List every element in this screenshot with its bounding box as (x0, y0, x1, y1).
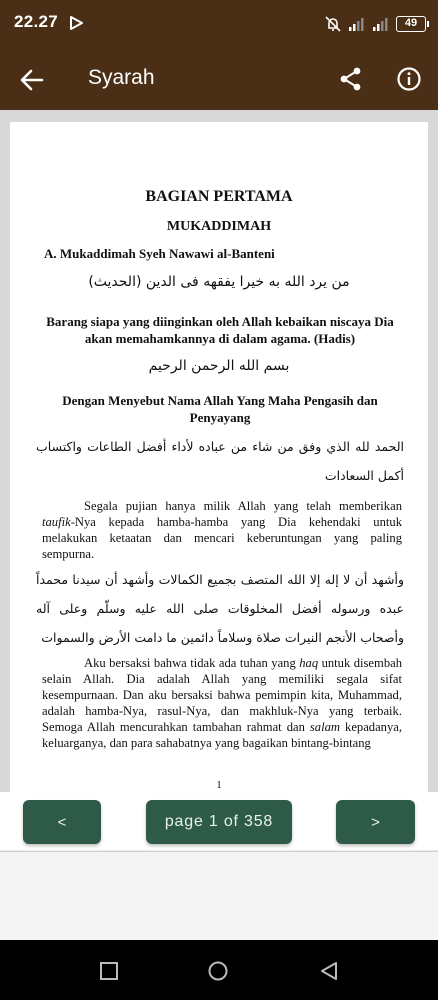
next-page-button[interactable]: > (336, 800, 415, 844)
system-nav-bar (0, 940, 438, 1000)
play-icon (68, 15, 84, 31)
signal-icon (348, 15, 366, 33)
arabic-paragraph-2: وأشهد أن لا إله إلا الله المتصف بجميع الكمالات وأشهد أن سيدنا محمداً عبده ورسوله أفضل المخلوقات صلى الله عليه وسلّم وعلى آله وأصحاب الأنجم النيرات صلاة وسلاماً دائمين ما دامت الأرض والسموات (36, 572, 404, 645)
paragraph-1: Segala pujian hanya milik Allah yang telah memberikan taufik-Nya kepada hamba-hamba yang Dia kehendaki untuk melakukan ketaatan dan mencari keberuntungan yang paling sempurna. (42, 499, 402, 561)
document-page[interactable] (10, 122, 428, 792)
app-title: Syarah (88, 66, 155, 89)
page-number: 1 (216, 779, 222, 791)
status-time: 22.27 (14, 12, 59, 31)
bell-off-icon (324, 15, 342, 33)
page-viewer[interactable] (0, 110, 438, 792)
home-icon[interactable] (207, 960, 229, 982)
arabic-paragraph-1: الحمد لله الذي وفق من شاء من عباده لأداء أفضل الطاعات واكتساب أكمل السعادات (36, 439, 404, 483)
status-bar (0, 0, 438, 50)
back-arrow-icon[interactable] (18, 66, 46, 94)
share-icon[interactable] (338, 66, 364, 92)
info-icon[interactable] (396, 66, 422, 92)
section-title: A. Mukaddimah Syeh Nawawi al-Banteni (44, 246, 275, 261)
battery-icon: 49 (396, 16, 426, 32)
paragraph-2: Aku bersaksi bahwa tidak ada tuhan yang haq untuk disembah selain Allah. Dia adalah Allah yang memiliki segala sifat kesempurnaan. Dan aku bersaksi bahwa pemimpin kita, Muhammad, adalah hamba-Nya, rasul-Nya, dan makhluk-Nya yang terbaik. Semoga Allah mencurahkan tambahan rahmat dan salam kepadanya, keluarganya, dan para sahabatnya yang bagaikan bintang-bintang (42, 656, 403, 750)
page-heading: BAGIAN PERTAMA (145, 188, 293, 205)
signal-icon (372, 15, 390, 33)
hadith-translation: Barang siapa yang diinginkan oleh Allah kebaikan niscaya Dia akan memahamkannya di dalam agama. (Hadis) (46, 314, 394, 346)
app-bar (0, 50, 438, 110)
arabic-basmalah: بسم الله الرحمن الرحيم (148, 358, 290, 374)
arabic-hadith: من يرد الله به خيرا يفقهه فى الدين (الحديث) (88, 274, 350, 290)
prev-page-button[interactable]: < (23, 800, 101, 844)
status-icons (324, 14, 426, 34)
recents-icon[interactable] (98, 960, 120, 982)
ad-area (0, 852, 438, 940)
page-subheading: MUKADDIMAH (166, 219, 272, 234)
page-indicator-button[interactable]: page 1 of 358 (146, 800, 292, 844)
basmalah-translation: Dengan Menyebut Nama Allah Yang Maha Pengasih dan Penyayang (62, 393, 378, 425)
back-nav-icon[interactable] (318, 960, 340, 982)
